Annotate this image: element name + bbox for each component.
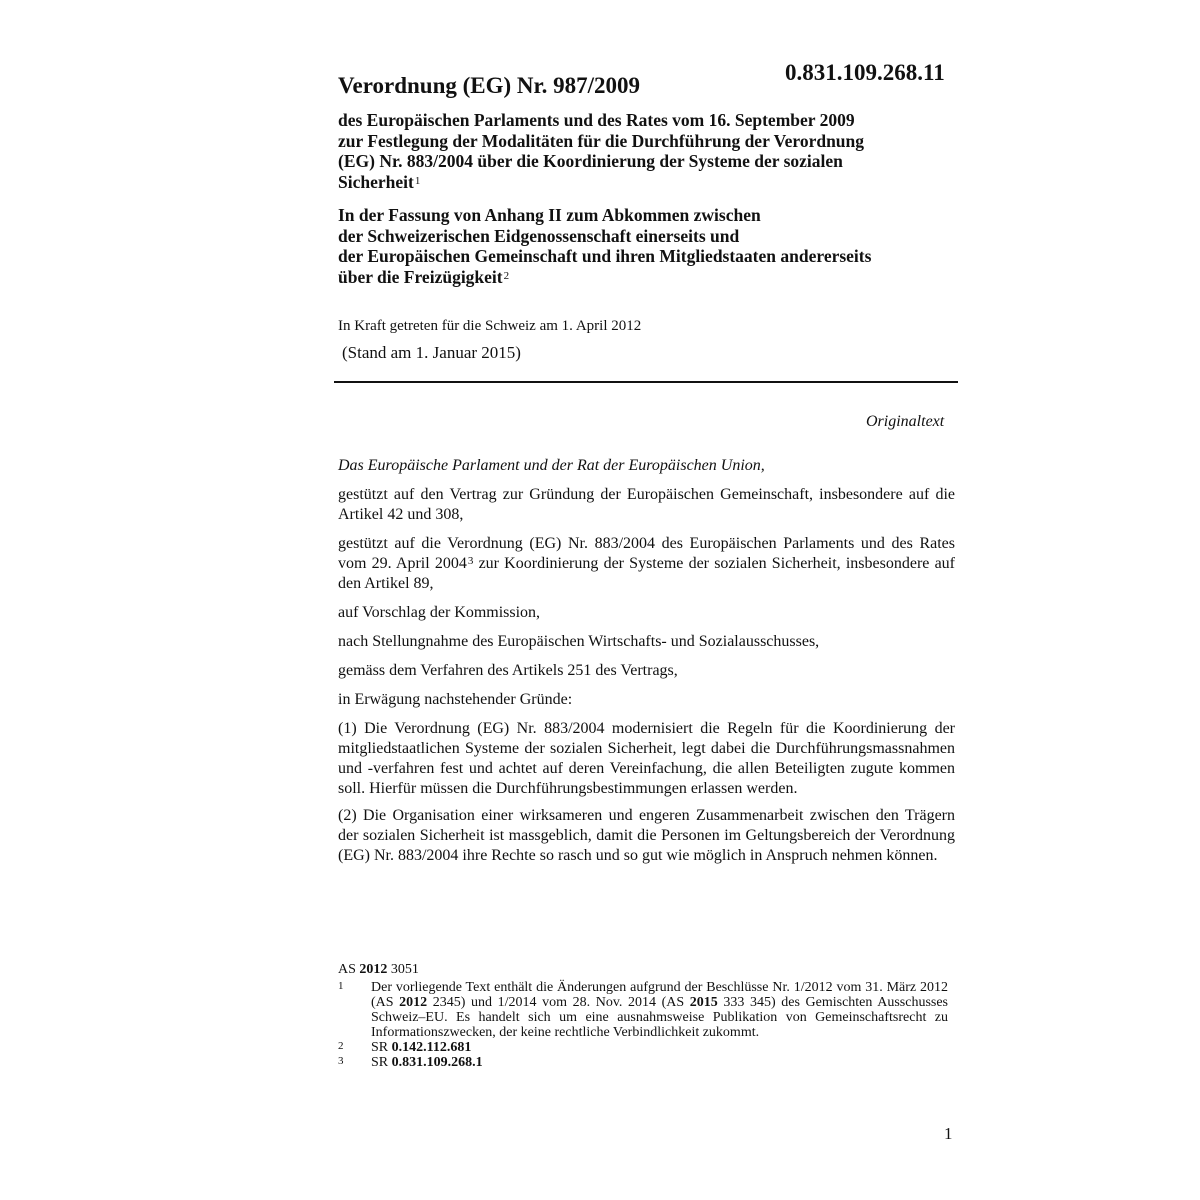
paragraph: auf Vorschlag der Kommission,	[338, 604, 541, 621]
footnote-ref-1[interactable]: 1	[414, 174, 421, 187]
subtitle-line-text: über die Freizügigkeit	[338, 266, 503, 287]
as-prefix: AS	[338, 962, 356, 977]
as-reference	[338, 962, 948, 977]
entry-into-force: In Kraft getreten für die Schweiz am 1. April 2012	[338, 318, 642, 334]
subtitle-agreement	[338, 205, 963, 287]
footnote-3	[338, 1055, 948, 1070]
subtitle-line: (EG) Nr. 883/2004 über die Koordinierung der Systeme der sozialen	[338, 151, 843, 171]
status-date: (Stand am 1. Januar 2015)	[342, 343, 521, 362]
paragraph: in Erwägung nachstehender Gründe:	[338, 691, 573, 708]
recital-1: (1) Die Verordnung (EG) Nr. 883/2004 modernisiert die Regeln für die Koordinierung der mitgliedstaatlichen Systeme der sozialen Sicherheit, legt dabei die Durchführungsmassnahmen und -verfahren fest und achtet auf deren Vereinfachung, die allen Beteiligten zugute kommen soll. Hierfür müssen die Durchführungsbestimmungen erlassen werden.	[338, 720, 955, 797]
page-number: 1	[944, 1124, 953, 1143]
footnote-ref-2[interactable]: 2	[503, 269, 510, 282]
document-title: Verordnung (EG) Nr. 987/2009	[338, 73, 641, 98]
sr-link[interactable]: 0.831.109.268.1	[391, 1055, 483, 1070]
footnote-ref-3[interactable]: 3	[467, 555, 474, 567]
subtitle-line	[338, 267, 963, 288]
preamble: Das Europäische Parlament und der Rat der Europäischen Union,	[338, 457, 765, 474]
original-text-label: Originaltext	[866, 413, 945, 430]
paragraph	[338, 534, 955, 594]
subtitle-line: In der Fassung von Anhang II zum Abkommen zwischen	[338, 205, 761, 225]
footnote-1	[338, 980, 948, 1040]
as-year: 2012	[359, 962, 388, 977]
paragraph-text: zur Koordinierung der Systeme der sozialen Sicherheit, insbesondere auf den Artikel 89,	[338, 555, 955, 592]
paragraph: gemäss dem Verfahren des Artikels 251 des Vertrags,	[338, 662, 678, 679]
subtitle-line: zur Festlegung der Modalitäten für die Durchführung der Verordnung	[338, 130, 865, 151]
title-block	[338, 72, 963, 287]
footnote-number: 3	[338, 1055, 344, 1067]
footnote-number: 1	[338, 980, 344, 992]
subtitle-line: des Europäischen Parlaments und des Rates vom 16. September 2009	[338, 110, 855, 130]
subtitle-line-text: Sicherheit	[338, 171, 414, 192]
footnote-text: SR 0.142.112.681	[371, 1040, 472, 1055]
subtitle-line	[338, 172, 963, 193]
subtitle-line: der Europäischen Gemeinschaft und ihren Mitgliedstaaten andererseits	[338, 246, 872, 266]
as-page: 3051	[390, 962, 419, 977]
paragraph: nach Stellungnahme des Europäischen Wirtschafts- und Sozialausschusses,	[338, 633, 820, 650]
footnotes	[338, 962, 948, 1070]
divider	[334, 381, 958, 383]
footnote-text: Der vorliegende Text enthält die Änderungen aufgrund der Beschlüsse Nr. 1/2012 vom 31. März 2012 (AS 2012 2345) und 1/2014 vom 28. Nov. 2014 (AS 2015 333 345) des Gemischten Ausschusses Schweiz–EU. Es handelt sich um eine ausnahmsweise Publikation von Gemeinschaftsrecht zu Informationszwecken, der keine rechtliche Verbindlichkeit zukommt.	[371, 980, 949, 1040]
sr-number: 0.831.109.268.11	[785, 60, 945, 85]
body-text	[338, 456, 955, 873]
footnote-2	[338, 1040, 948, 1055]
sr-link[interactable]: 0.142.112.681	[391, 1040, 472, 1055]
footnote-text: SR 0.831.109.268.1	[371, 1055, 483, 1070]
recital-2: (2) Die Organisation einer wirksameren und engeren Zusammenarbeit zwischen den Trägern der sozialen Sicherheit ist massgeblich, damit die Personen im Geltungsbereich der Verordnung (EG) Nr. 883/2004 ihre Rechte so rasch und so gut wie möglich in Anspruch nehmen können.	[338, 807, 955, 864]
subtitle-line: der Schweizerischen Eidgenossenschaft einerseits und	[338, 225, 740, 246]
paragraph-text: gestützt auf die Verordnung (EG) Nr. 883/2004 des Europäischen Parlaments und des Rates vom 29. April 2004	[338, 535, 955, 572]
paragraph: gestützt auf den Vertrag zur Gründung der Europäischen Gemeinschaft, insbesondere auf die Artikel 42 und 308,	[338, 486, 955, 523]
footnote-number: 2	[338, 1040, 344, 1052]
subtitle-regulation	[338, 110, 963, 192]
